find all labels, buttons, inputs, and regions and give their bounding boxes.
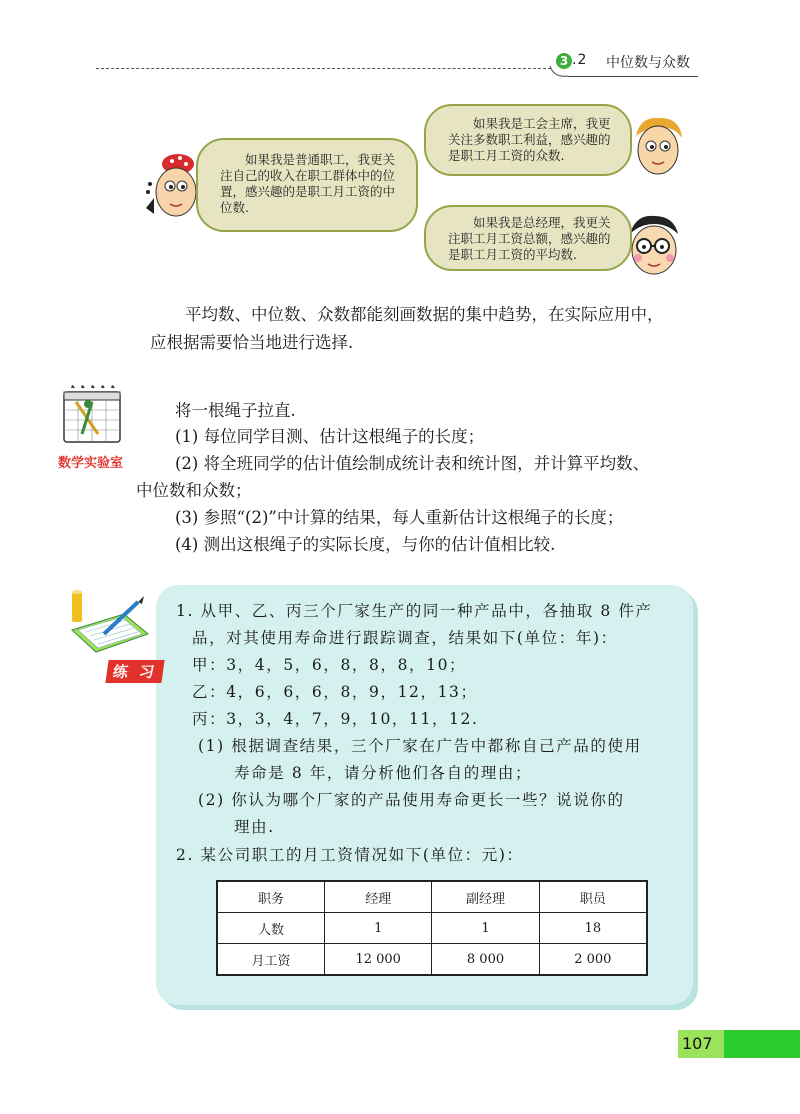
lab-step-1: (1) 每位同学目测、估计这根绳子的长度；: [175, 427, 485, 446]
table-cell: 12 000: [325, 944, 432, 976]
q1-data-jia: 甲：3，4，5，6，8，8，8，10；: [192, 656, 467, 674]
q1-line-1: 1. 从甲、乙、丙三个厂家生产的同一种产品中，各抽取 8 件产: [176, 602, 653, 620]
lab-step-3: (3) 参照“(2)”中计算的结果，每人重新估计这根绳子的长度；: [175, 508, 624, 527]
lab-step-2a: (2) 将全班同学的估计值绘制成统计表和统计图，并计算平均数、: [175, 454, 650, 473]
q1-sub-1a: (1) 根据调查结果，三个厂家在广告中都称自己产品的使用: [198, 737, 642, 755]
math-lab-label: 数学实验室: [58, 456, 124, 471]
summary-line-1: 平均数、中位数、众数都能刻画数据的集中趋势，在实际应用中，: [185, 305, 664, 324]
header-dashed-rule: [96, 68, 551, 69]
table-header-cell: 职务: [217, 881, 325, 913]
table-cell: 8 000: [432, 944, 539, 976]
worker-character-icon: [140, 150, 204, 230]
table-cell: 1: [325, 913, 432, 944]
page-number: 107: [682, 1034, 713, 1053]
table-header-row: [217, 881, 647, 913]
header-solid-rule: [568, 76, 698, 77]
lab-step-2b: 中位数和众数；: [136, 481, 252, 500]
q1-sub-2a: (2) 你认为哪个厂家的产品使用寿命更长一些？说说你的: [198, 791, 625, 809]
table-cell: 2 000: [539, 944, 647, 976]
union-chair-character-icon: [630, 112, 686, 182]
section-number: .2: [572, 52, 588, 68]
section-title: 中位数与众数: [606, 55, 690, 71]
q1-sub-1b: 寿命是 8 年，请分析他们各自的理由；: [234, 764, 533, 782]
salary-table: [216, 880, 648, 976]
table-header-cell: 职员: [539, 881, 647, 913]
q1-sub-2b: 理由.: [234, 818, 275, 836]
q1-data-yi: 乙：4，6，6，6，8，9，12，13；: [192, 683, 478, 701]
table-row: [217, 913, 647, 944]
chapter-badge: 3: [556, 53, 572, 69]
worker-speech-bubble: 如果我是普通职工，我更关注自己的收入在职工群体中的位置，感兴趣的是职工月工资的中位数.: [196, 138, 418, 232]
q1-data-bing: 丙：3，3，4，7，9，10，11，12.: [192, 710, 479, 728]
union-chair-speech-bubble: 如果我是工会主席，我更关注多数职工利益，感兴趣的是职工月工资的众数.: [424, 104, 632, 176]
table-cell: 18: [539, 913, 647, 944]
page-number-bar: [724, 1030, 800, 1058]
table-cell: 人数: [217, 913, 325, 944]
table-cell: 1: [432, 913, 539, 944]
table-header-cell: 副经理: [432, 881, 539, 913]
summary-line-2: 应根据需要恰当地进行选择.: [150, 333, 354, 352]
exercise-notebook-icon: [64, 590, 154, 662]
manager-speech-bubble: 如果我是总经理，我更关注职工月工资总额，感兴趣的是职工月工资的平均数.: [424, 205, 632, 271]
table-header-cell: 经理: [325, 881, 432, 913]
math-lab-icon: [58, 382, 126, 448]
table-row: [217, 944, 647, 976]
lab-step-4: (4) 测出这根绳子的实际长度，与你的估计值相比较.: [175, 535, 556, 554]
exercise-label: 练 习: [105, 660, 164, 683]
q1-line-2: 品，对其使用寿命进行跟踪调查，结果如下(单位：年)：: [192, 629, 618, 647]
table-cell: 月工资: [217, 944, 325, 976]
lab-intro: 将一根绳子拉直.: [175, 401, 296, 420]
q2-line-1: 2. 某公司职工的月工资情况如下(单位：元)：: [176, 846, 524, 864]
